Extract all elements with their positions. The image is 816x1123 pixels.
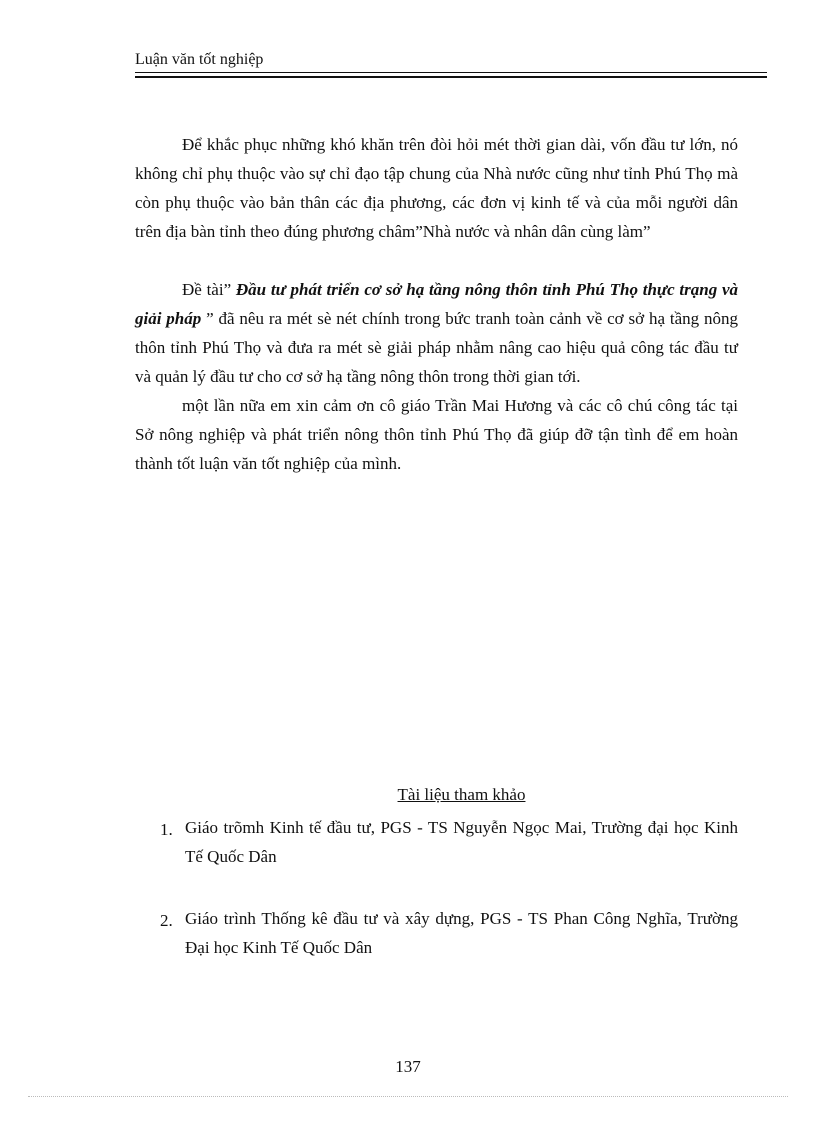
header-rule bbox=[135, 72, 767, 78]
page-bottom-border bbox=[28, 1096, 788, 1097]
reference-text: Giáo trình Thống kê đầu tư và xây dựng, PGS - TS Phan Công Nghĩa, Trường Đại học Kinh Tế Quốc Dân bbox=[185, 909, 738, 957]
paragraph-3: một lần nữa em xin cảm ơn cô giáo Trần Mai Hương và các cô chú công tác tại Sở nông nghiệp và phát triển nông thôn tỉnh Phú Thọ đã giúp đỡ tận tình để em hoàn thành tốt luận văn tốt nghiệp của mình. bbox=[135, 396, 738, 473]
references-section bbox=[135, 780, 738, 962]
paragraph-2-intro: Đề tài” bbox=[182, 280, 236, 299]
page-number: 137 bbox=[395, 1057, 421, 1076]
reference-item bbox=[135, 813, 738, 871]
paragraph-2-rest: ” đã nêu ra mét sè nét chính trong bức tranh toàn cảnh về cơ sở hạ tầng nông thôn tỉnh Phú Thọ và đưa ra mét sè giải pháp nhằm nâng cao hiệu quả công tác đầu tư và quản lý đầu tư cho cơ sở hạ tầng nông thôn trong thời gian tới. bbox=[135, 309, 738, 386]
reference-number: 2. bbox=[160, 911, 173, 930]
references-title: Tài liệu tham khảo bbox=[397, 785, 526, 804]
reference-text: Giáo trõmh Kinh tế đầu tư, PGS - TS Nguyễn Ngọc Mai, Trường đại học Kinh Tế Quốc Dân bbox=[185, 818, 738, 866]
page-header bbox=[135, 50, 767, 78]
thesis-title: Đầu tư phát triển cơ sở hạ tầng nông thôn tỉnh Phú Thọ thực trạng và giải pháp bbox=[135, 280, 739, 328]
header-title: Luận văn tốt nghiệp bbox=[135, 51, 264, 68]
reference-number: 1. bbox=[160, 820, 173, 839]
paragraph-2 bbox=[135, 275, 738, 391]
paragraph-1: Để khắc phục những khó khăn trên đòi hỏi mét thời gian dài, vốn đầu tư lớn, nó không chỉ phụ thuộc vào sự chỉ đạo tập chung của Nhà nước cũng như tỉnh Phú Thọ mà còn phụ thuộc vào bản thân các địa phương, các đơn vị kinh tế và của mỗi người dân trên địa bàn tỉnh theo đúng phương châm”Nhà nước và nhân dân cùng làm” bbox=[135, 135, 738, 241]
body-text bbox=[135, 130, 738, 478]
reference-item bbox=[135, 904, 738, 962]
